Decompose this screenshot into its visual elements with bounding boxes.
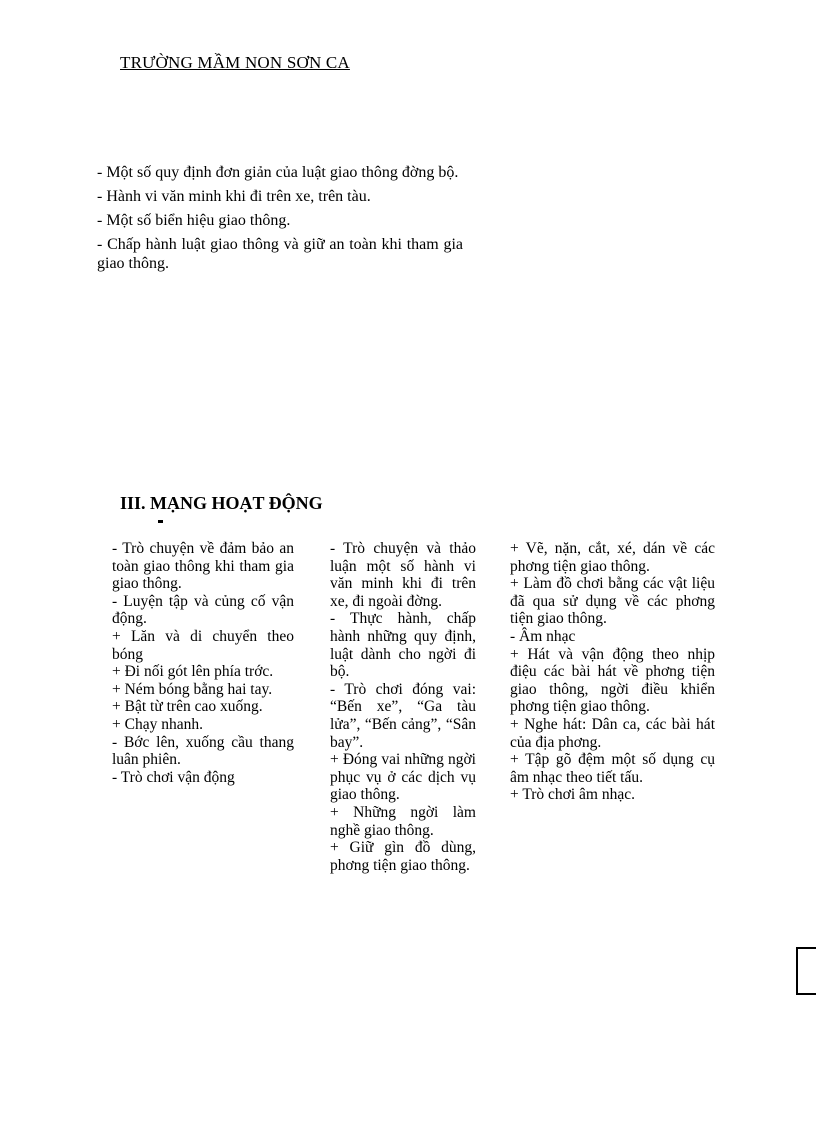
activity-item: + Ném bóng bằng hai tay. <box>112 680 273 698</box>
activity-item: + Trò chơi âm nhạc. <box>510 786 635 804</box>
activity-item: + Giữ gìn đồ dùng, phơng tiện giao thông. <box>330 839 476 874</box>
activity-column-3 <box>510 540 715 804</box>
activity-column-2 <box>330 540 476 874</box>
activity-item: - Bớc lên, xuống cầu thang luân phiên. <box>112 733 294 769</box>
activity-item: - Âm nhạc <box>510 627 576 645</box>
page-edge-box <box>796 947 816 995</box>
intro-item: - Một số biển hiệu giao thông. <box>97 212 291 229</box>
activity-item: + Làm đồ chơi bằng các vật liệu đã qua sử dụng về các phơng tiện giao thông. <box>510 575 715 628</box>
activity-item: + Tập gõ đệm một số dụng cụ âm nhạc theo tiết tấu. <box>510 751 715 786</box>
activity-item: - Trò chơi đóng vai: “Bến xe”, “Ga tàu lửa”, “Bến cảng”, “Sân bay”. <box>330 680 476 751</box>
activity-item: + Lăn và di chuyển theo bóng <box>112 627 294 663</box>
activity-item: + Đi nối gót lên phía trớc. <box>112 663 274 681</box>
intro-item: - Hành vi văn minh khi đi trên xe, trên tàu. <box>97 188 371 205</box>
activity-item: + Nghe hát: Dân ca, các bài hát của địa phơng. <box>510 715 715 751</box>
activity-item: - Trò chuyện và thảo luận một số hành vi văn minh khi đi trên xe, đi ngoài đờng. <box>330 540 476 610</box>
activity-item: + Chạy nhanh. <box>112 715 203 733</box>
activity-item: - Thực hành, chấp hành những quy định, luật dành cho ngời đi bộ. <box>330 610 476 681</box>
activity-item: + Vẽ, nặn, cắt, xé, dán về các phơng tiện giao thông. <box>510 540 715 575</box>
activity-item: + Đóng vai những ngời phục vụ ở các dịch vụ giao thông. <box>330 751 476 804</box>
intro-item: - Một số quy định đơn giản của luật giao thông đờng bộ. <box>97 164 459 181</box>
section-heading: III. MẠNG HOẠT ĐỘNG <box>120 493 323 513</box>
activity-item: - Luyện tập và củng cố vận động. <box>112 592 294 628</box>
intro-list <box>97 163 463 278</box>
activity-item: - Trò chơi vận động <box>112 768 235 786</box>
activity-column-1 <box>112 540 294 786</box>
activity-item: + Bật từ trên cao xuống. <box>112 698 263 716</box>
activity-item: - Trò chuyện về đảm bảo an toàn giao thông khi tham gia giao thông. <box>112 540 294 593</box>
heading-mark <box>158 520 163 523</box>
school-name-header: TRƯỜNG MẦM NON SƠN CA <box>120 53 350 72</box>
activity-item: + Hát và vận động theo nhịp điệu các bài hát về phơng tiện giao thông, ngời điều khiển phơng tiện giao thông. <box>510 645 715 716</box>
intro-item: - Chấp hành luật giao thông và giữ an toàn khi tham gia giao thông. <box>97 236 463 272</box>
activity-item: + Những ngời làm nghề giao thông. <box>330 803 476 839</box>
